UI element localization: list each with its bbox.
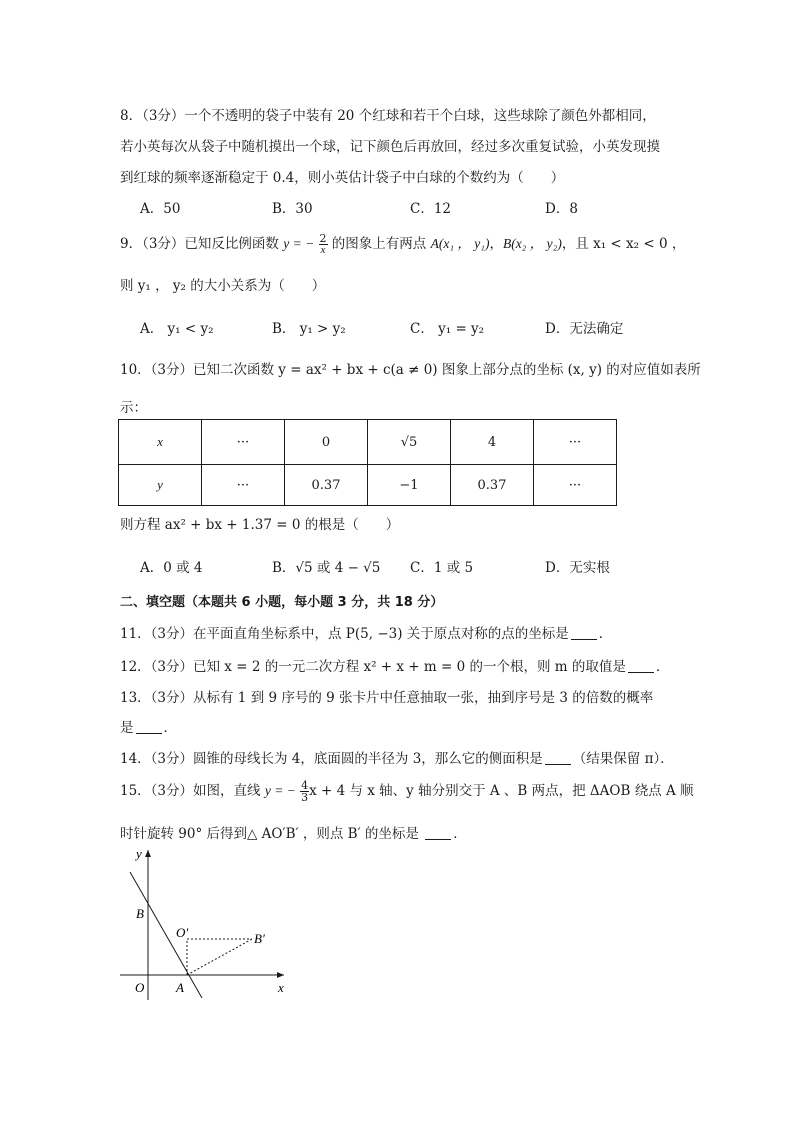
q13-line2 — [120, 716, 177, 736]
q8-option-a: A．50 — [140, 201, 181, 217]
q15-frac-den: 3 — [301, 791, 309, 804]
q9-func-lhs: y = − — [283, 236, 315, 251]
label-y: y — [136, 846, 142, 861]
answer-blank[interactable] — [425, 827, 451, 840]
q13-line1: 13．（3分）从标有 1 到 9 序号的 9 张卡片中任意抽取一张，抽到序号是 3 的倍数的概率 — [120, 690, 654, 706]
q9-cond: ，且 x₁ < x₂ < 0 ， — [561, 236, 686, 252]
label-o-prime: O′ — [176, 925, 189, 940]
q10-line3: 则方程 ax² + bx + 1.37 = 0 的根是（ ） — [120, 517, 400, 533]
q9-option-c: C． y₁ = y₂ — [410, 321, 485, 337]
q15-prefix: 15．（3分）如图，直线 — [120, 783, 261, 799]
table-cell: ··· — [534, 465, 617, 506]
q12 — [120, 655, 669, 675]
q8-line2: 若小英每次从袋子中随机摸出一个球，记下颜色后再放回，经过多次重复试验，小英发现摸 — [120, 139, 660, 155]
q9-prefix: 9．（3分）已知反比例函数 — [120, 236, 279, 252]
answer-blank[interactable] — [571, 627, 597, 640]
q15-fraction — [300, 780, 309, 803]
q10-line1: 10．（3分）已知二次函数 y = ax² + bx + c(a ≠ 0) 图象上部分点的坐标 (x, y) 的对应值如表所 — [120, 362, 701, 378]
q8-option-c: C．12 — [410, 201, 452, 217]
q12-text: 12．（3分）已知 x = 2 的一元二次方程 x² + x + m = 0 的一个根，则 m 的取值是 — [120, 659, 626, 675]
label-x: x — [278, 980, 284, 995]
q11-text: 11．（3分）在平面直角坐标系中，点 P(5, −3) 关于原点对称的点的坐标是 — [120, 626, 569, 642]
q15-lhs: y = − — [264, 783, 296, 798]
q12-end: ． — [655, 659, 670, 675]
q11 — [120, 622, 612, 642]
q9-line1 — [120, 232, 685, 256]
q15-text: 时针旋转 90° 后得到△ AO′B′ ，则点 B′ 的坐标是 — [120, 826, 419, 842]
q11-end: ． — [598, 626, 613, 642]
segment-ab1 — [187, 939, 252, 975]
q8-line1: 8．（3分）一个不透明的袋子中装有 20 个红球和若干个白球，这些球除了颜色外都相同， — [120, 108, 656, 124]
answer-blank[interactable] — [628, 660, 654, 673]
table-cell: ··· — [534, 420, 617, 465]
table-cell: 4 — [451, 420, 534, 465]
label-b-prime: B′ — [254, 931, 265, 946]
q9-frac-num: 2 — [319, 232, 327, 245]
q9-point-b: B(x₂ ， y₂) — [502, 236, 562, 251]
q8-option-d: D．8 — [545, 201, 578, 217]
q9-point-a: A(x₁ ， y₁) — [430, 236, 490, 251]
q9-mid: 的图象上有两点 — [331, 236, 427, 252]
q15-frac-num: 4 — [301, 779, 309, 792]
q15-line1 — [120, 779, 694, 803]
table-cell: 0 — [285, 420, 368, 465]
table-cell: x — [119, 420, 202, 465]
q14-end: （结果保留 π）． — [572, 751, 674, 767]
section-title: 二、填空题（本题共 6 小题，每小题 3 分，共 18 分） — [120, 595, 444, 610]
q14-text: 14．（3分）圆锥的母线长为 4，底面圆的半径为 3，那么它的侧面积是 — [120, 751, 543, 767]
table-cell: 0.37 — [451, 465, 534, 506]
q8-option-b: B．30 — [272, 201, 313, 217]
table-row-y — [119, 465, 617, 506]
table-cell: ··· — [202, 420, 285, 465]
q9-option-b: B． y₁ > y₂ — [272, 321, 346, 337]
answer-blank[interactable] — [545, 752, 571, 765]
q10-option-a: A．0 或 4 — [140, 560, 203, 576]
label-b: B — [136, 906, 144, 921]
table-cell: −1 — [368, 465, 451, 506]
coordinate-figure — [112, 840, 302, 1005]
label-a: A — [176, 980, 184, 995]
q8-line3: 到红球的频率逐渐稳定于 0.4，则小英估计袋子中白球的个数约为（ ） — [120, 170, 565, 186]
q10-option-c: C．1 或 5 — [410, 560, 474, 576]
table-cell: y — [119, 465, 202, 506]
q13-end: ． — [163, 720, 177, 736]
q15-line2 — [120, 822, 467, 842]
q9-option-d: D．无法确定 — [545, 321, 624, 337]
label-o: O — [135, 980, 145, 995]
x-axis-arrow — [277, 972, 284, 978]
q10-option-b: B．√5 或 4 − √5 — [272, 560, 381, 576]
y-axis-arrow — [145, 850, 151, 857]
q9-option-a: A． y₁ < y₂ — [140, 321, 214, 337]
q15-rest: x + 4 与 x 轴、y 轴分别交于 A 、B 两点，把 ΔAOB 绕点 A 顺 — [309, 783, 694, 799]
q9-frac-den: x — [320, 244, 326, 256]
value-table — [118, 419, 617, 506]
q9-sep: ， — [489, 236, 503, 252]
table-cell: ··· — [202, 465, 285, 506]
table-cell: √5 — [368, 420, 451, 465]
q13-text: 是 — [120, 720, 134, 736]
q15-end: ． — [453, 826, 467, 842]
q14 — [120, 747, 674, 767]
table-cell: 0.37 — [285, 465, 368, 506]
q10-line2: 示： — [120, 400, 147, 416]
q10-option-d: D．无实根 — [545, 560, 610, 576]
q9-line2: 则 y₁ ， y₂ 的大小关系为（ ） — [120, 278, 326, 294]
q9-fraction — [319, 233, 328, 256]
answer-blank[interactable] — [136, 721, 162, 734]
table-row-x — [119, 420, 617, 465]
